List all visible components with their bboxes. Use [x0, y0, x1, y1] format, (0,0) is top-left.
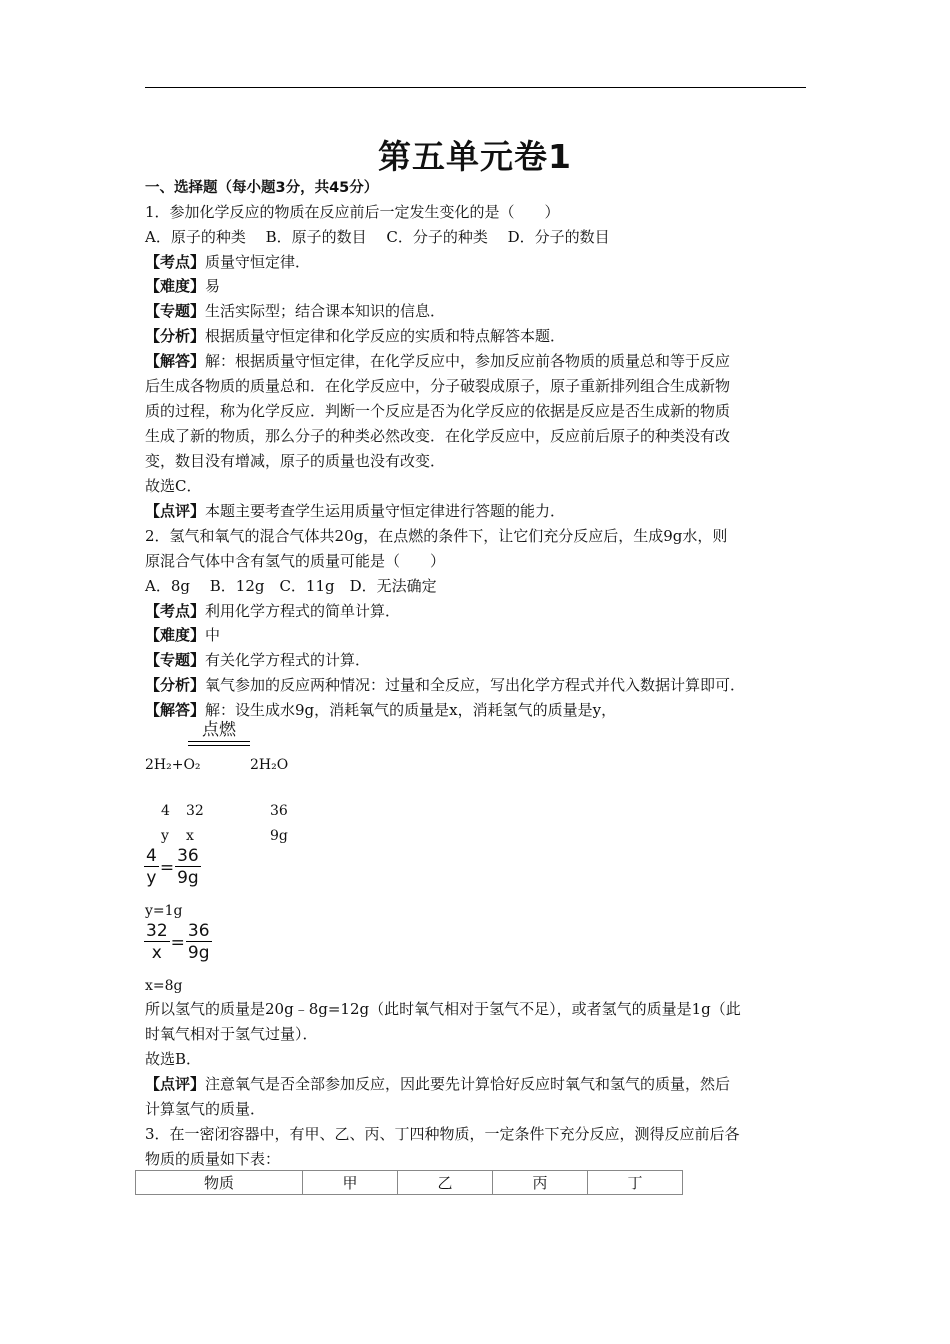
q1-nandu-text: 易 [205, 277, 221, 295]
proportion-1 [144, 846, 201, 889]
q1-fenxi-tag: 【分析】 [145, 327, 206, 345]
q1-jieda-line1: 解：根据质量守恒定律，在化学反应中，参加反应前各物质的质量总和等于反应 [205, 352, 731, 370]
result-x: x=8g [145, 978, 183, 994]
q3-stem-line2: 物质的质量如下表： [145, 1150, 281, 1168]
q2-nandu-tag: 【难度】 [145, 626, 206, 644]
q2-nandu [145, 625, 220, 645]
q1-options: A．原子的种类 B．原子的数目 C．分子的种类 D．分子的数目 [145, 228, 610, 246]
page-title: 第五单元卷1 [378, 137, 572, 176]
equation-reactants: 2H₂+O₂ [145, 757, 201, 773]
result-y: y=1g [145, 903, 183, 919]
var-h2o: 9g [270, 828, 288, 844]
equation-arrow-line-top [188, 741, 250, 742]
q1-jieda-line2: 后生成各物质的质量总和．在化学反应中，分子破裂成原子，原子重新排列组合生成新物 [145, 377, 731, 395]
q1-nandu-tag: 【难度】 [145, 277, 206, 295]
proportion-1-den: y [146, 868, 157, 888]
proportion-2-rden: 9g [187, 943, 210, 963]
mass-h2o: 36 [270, 803, 288, 819]
reaction-condition-label: 点燃 [202, 720, 236, 740]
table-header-row [136, 1171, 683, 1195]
q2-conclusion-line2: 时氧气相对于氢气过量）． [145, 1025, 318, 1043]
q2-fenxi-tag: 【分析】 [145, 676, 206, 694]
section-heading: 一、选择题（每小题3分，共45分） [145, 180, 379, 196]
q2-answer: 故选B． [145, 1050, 202, 1068]
q2-jieda-tag: 【解答】 [145, 701, 206, 719]
header-rule [145, 87, 806, 88]
q1-answer: 故选C． [145, 477, 202, 495]
q2-fenxi [145, 675, 745, 695]
equation-arrow-line-bottom [188, 745, 250, 746]
proportion-2-den: x [151, 943, 162, 963]
q1-zhuanti-text: 生活实际型；结合课本知识的信息． [205, 302, 446, 320]
q2-jieda-line1: 解：设生成水9g，消耗氧气的质量是x，消耗氢气的质量是y， [205, 701, 617, 719]
proportion-1-rnum: 36 [177, 846, 199, 866]
proportion-1-equals: = [159, 857, 175, 878]
q2-kaodian [145, 601, 400, 621]
q2-zhuanti [145, 650, 370, 670]
proportion-2 [144, 921, 212, 964]
q2-dianping-line2: 计算氢气的质量． [145, 1100, 266, 1118]
q1-fenxi-text: 根据质量守恒定律和化学反应的实质和特点解答本题． [205, 327, 566, 345]
q2-kaodian-text: 利用化学方程式的简单计算． [205, 602, 401, 620]
q1-jieda-line4: 生成了新的物质，那么分子的种类必然改变．在化学反应中，反应前后原子的种类没有改 [145, 427, 731, 445]
proportion-2-equals: = [170, 932, 185, 953]
equation-products: 2H₂O [250, 757, 289, 773]
q1-kaodian [145, 252, 310, 272]
q3-stem-line1: 3．在一密闭容器中，有甲、乙、丙、丁四种物质，一定条件下充分反应，测得反应前后各 [145, 1125, 740, 1143]
q2-kaodian-tag: 【考点】 [145, 602, 206, 620]
table-header-cell: 乙 [398, 1171, 493, 1195]
proportion-1-rden: 9g [177, 868, 199, 888]
q2-jieda [145, 700, 616, 720]
q2-options: A．8g B．12g C．11g D．无法确定 [145, 577, 437, 595]
table-header-cell: 丁 [588, 1171, 683, 1195]
q1-zhuanti-tag: 【专题】 [145, 302, 206, 320]
q2-zhuanti-text: 有关化学方程式的计算． [205, 651, 371, 669]
proportion-2-num: 32 [146, 921, 168, 941]
q1-dianping [145, 501, 565, 521]
mass-h2: 4 [161, 803, 170, 819]
q1-stem: 1．参加化学反应的物质在反应前后一定发生变化的是（ ） [145, 203, 560, 221]
q1-jieda-tag: 【解答】 [145, 352, 206, 370]
q1-kaodian-text: 质量守恒定律． [205, 253, 311, 271]
q2-dianping [145, 1074, 730, 1094]
q2-conclusion-line1: 所以氢气的质量是20g﹣8g=12g（此时氧气相对于氢气不足），或者氢气的质量是1g（此 [145, 1000, 741, 1018]
q2-dianping-line1: 注意氧气是否全部参加反应，因此要先计算恰好反应时氧气和氢气的质量，然后 [205, 1075, 731, 1093]
q1-jieda-line3: 质的过程，称为化学反应．判断一个反应是否为化学反应的依据是反应是否生成新的物质 [145, 402, 731, 420]
q1-kaodian-tag: 【考点】 [145, 253, 206, 271]
q2-zhuanti-tag: 【专题】 [145, 651, 206, 669]
q2-stem-line1: 2．氢气和氧气的混合气体共20g，在点燃的条件下，让它们充分反应后，生成9g水，则 [145, 527, 728, 545]
q1-fenxi [145, 326, 565, 346]
reaction-condition [188, 720, 250, 746]
q1-zhuanti [145, 301, 445, 321]
table-header-cell: 物质 [136, 1171, 303, 1195]
q2-dianping-tag: 【点评】 [145, 1075, 206, 1093]
var-o2: x [186, 828, 194, 844]
q3-mass-table [135, 1170, 683, 1195]
q1-nandu [145, 276, 220, 296]
q1-dianping-text: 本题主要考查学生运用质量守恒定律进行答题的能力． [205, 502, 566, 520]
proportion-2-rnum: 36 [187, 921, 210, 941]
q2-fenxi-text: 氧气参加的反应两种情况：过量和全反应，写出化学方程式并代入数据计算即可． [205, 676, 746, 694]
q1-dianping-tag: 【点评】 [145, 502, 206, 520]
mass-o2: 32 [186, 803, 204, 819]
q1-jieda [145, 351, 730, 371]
table-header-cell: 甲 [303, 1171, 398, 1195]
var-h2: y [161, 828, 169, 844]
q2-nandu-text: 中 [205, 626, 221, 644]
proportion-1-num: 4 [146, 846, 157, 866]
q2-stem-line2: 原混合气体中含有氢气的质量可能是（ ） [145, 552, 446, 570]
q1-jieda-line5: 变，数目没有增减，原子的质量也没有改变． [145, 452, 446, 470]
table-header-cell: 丙 [493, 1171, 588, 1195]
